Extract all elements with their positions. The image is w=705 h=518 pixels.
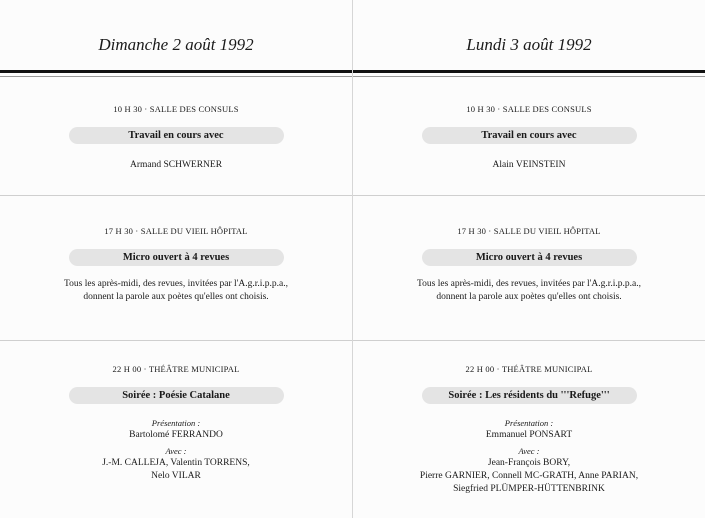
day-page-monday xyxy=(353,0,705,518)
session-title: Soirée : Les résidents du '''Refuge''' xyxy=(422,387,637,404)
day-title: Lundi 3 août 1992 xyxy=(466,35,592,54)
session-title: Soirée : Poésie Catalane xyxy=(69,387,284,404)
performers-line: J.-M. CALLEJA, Valentin TORRENS, xyxy=(102,458,250,468)
session-title: Micro ouvert à 4 revues xyxy=(422,249,637,266)
performers-line: Jean-François BORY, xyxy=(487,458,571,468)
avec-label: Avec : xyxy=(165,446,187,456)
session-description-line: Tous les après-midi, des revues, invitées par l'A.g.r.i.p.p.a., xyxy=(417,279,641,289)
morning-session xyxy=(353,103,705,172)
presentation-label: Présentation : xyxy=(151,418,201,428)
presenter-name: Emmanuel PONSART xyxy=(485,430,573,440)
session-time: 17 H 30 · SALLE DU VIEIL HÔPITAL xyxy=(457,226,601,236)
session-description-line: Tous les après-midi, des revues, invitées par l'A.g.r.i.p.p.a., xyxy=(64,279,288,289)
presenter-name: Bartolomé FERRANDO xyxy=(129,430,223,440)
title-rule-thin xyxy=(0,76,352,77)
day-page-sunday xyxy=(0,0,352,518)
evening-session xyxy=(353,363,705,496)
avec-label: Avec : xyxy=(518,446,540,456)
evening-session xyxy=(0,363,352,483)
afternoon-session xyxy=(353,225,705,304)
day-title: Dimanche 2 août 1992 xyxy=(98,35,254,54)
title-rule-thin xyxy=(353,76,705,77)
session-person: Alain VEINSTEIN xyxy=(492,160,566,170)
session-time: 17 H 30 · SALLE DU VIEIL HÔPITAL xyxy=(104,226,248,236)
performers-line: Siegfried PLÜMPER-HÜTTENBRINK xyxy=(453,484,605,494)
session-time: 10 H 30 · SALLE DES CONSULS xyxy=(113,104,239,114)
session-time: 22 H 00 · THÉÂTRE MUNICIPAL xyxy=(465,364,593,374)
morning-session xyxy=(0,103,352,172)
afternoon-session xyxy=(0,225,352,304)
section-divider xyxy=(353,340,705,341)
session-title: Travail en cours avec xyxy=(69,127,284,144)
section-divider xyxy=(353,195,705,196)
section-divider xyxy=(0,340,352,341)
section-divider xyxy=(0,195,352,196)
presentation-label: Présentation : xyxy=(504,418,554,428)
title-rule-thick xyxy=(353,70,705,73)
session-person: Armand SCHWERNER xyxy=(129,160,223,170)
performers-line: Pierre GARNIER, Connell MC-GRATH, Anne PARIAN, xyxy=(419,471,639,481)
title-rule-thick xyxy=(0,70,352,73)
session-time: 22 H 00 · THÉÂTRE MUNICIPAL xyxy=(112,364,240,374)
session-description-line: donnent la parole aux poètes qu'elles ont choisis. xyxy=(436,292,622,302)
session-title: Travail en cours avec xyxy=(422,127,637,144)
session-description-line: donnent la parole aux poètes qu'elles ont choisis. xyxy=(83,292,269,302)
session-time: 10 H 30 · SALLE DES CONSULS xyxy=(466,104,592,114)
session-title: Micro ouvert à 4 revues xyxy=(69,249,284,266)
performers-line: Nelo VILAR xyxy=(151,471,201,481)
